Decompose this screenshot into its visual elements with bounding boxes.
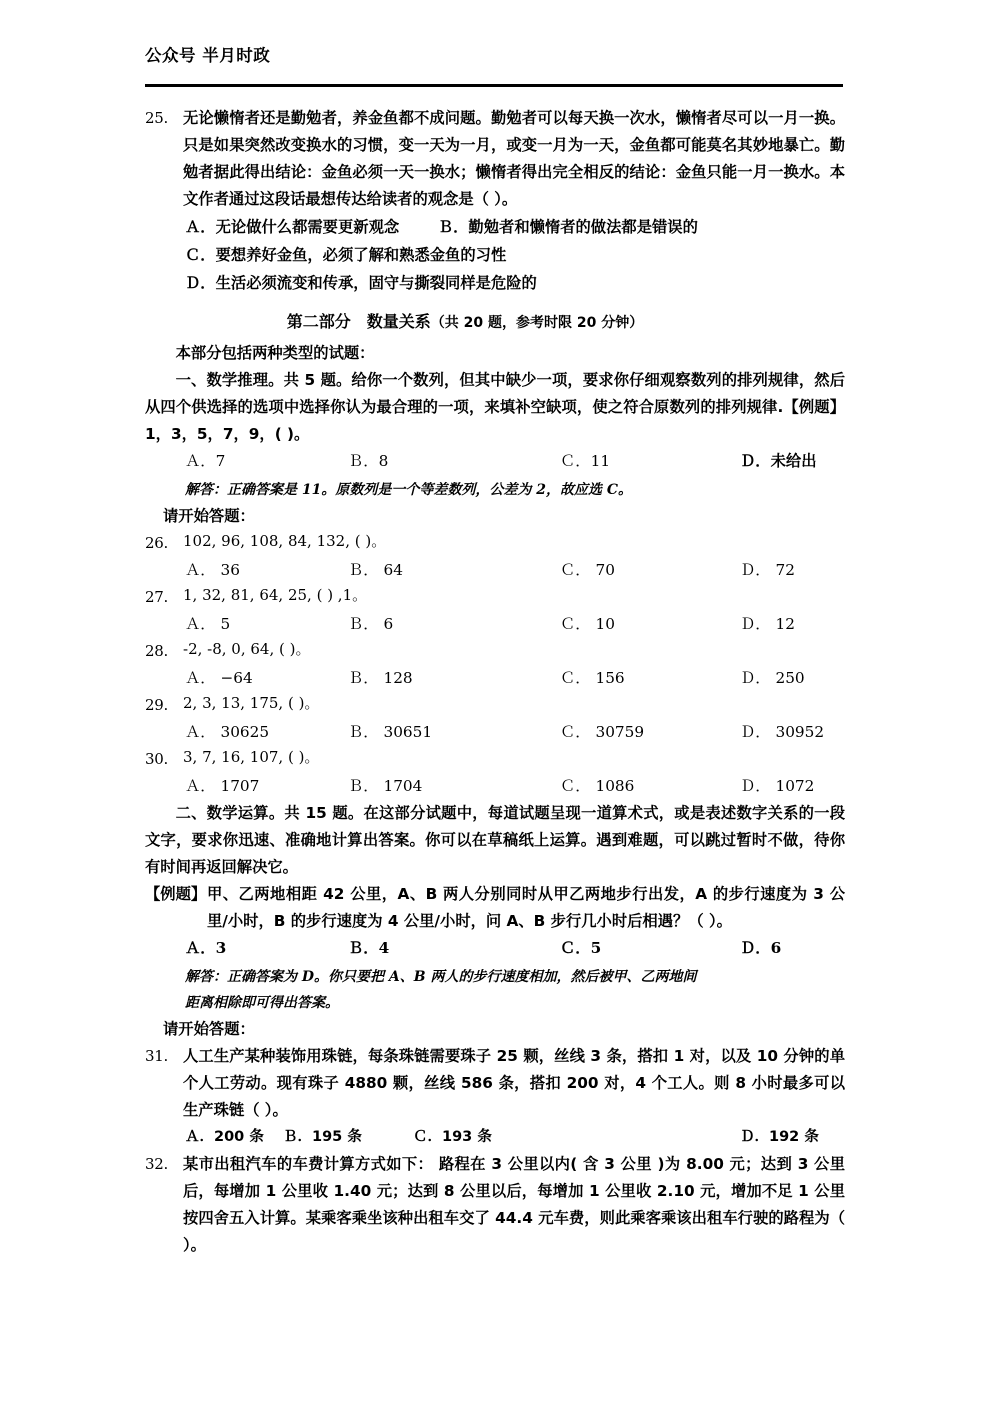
question-29-options [145,719,845,746]
question-26-option-b[interactable]: Ｂ． 64 [348,560,403,579]
page-header-title: 公众号 半月时政 [145,46,271,65]
question-25-number: 25. [145,108,168,127]
question-31-number: 31. [145,1046,168,1065]
part-title-note: （共 20 题，参考时限 20 分钟） [430,314,644,331]
example-2-answer-line-1: 解答：正确答案为 D。你只要把 A、B 两人的步行速度相加，然后被甲、乙两地间 [185,968,697,985]
question-26 [145,530,845,557]
example-1-answer: 解答：正确答案是 11。原数列是一个等差数列，公差为 2，故应选 C。 [185,481,632,498]
question-27-option-d[interactable]: Ｄ． 12 [740,614,795,633]
question-25-options-row-2 [145,241,845,269]
question-28-option-a[interactable]: Ａ． −64 [185,668,253,687]
example-2-answer-line-2: 距离相除即可得出答案。 [185,994,339,1011]
question-28 [145,638,845,665]
question-30-number: 30. [145,749,168,768]
question-26-number: 26. [145,533,168,552]
question-27-options [145,611,845,638]
example-1-option-c[interactable]: Ｃ．11 [560,451,611,470]
question-30-option-a[interactable]: Ａ． 1707 [185,776,260,795]
question-29-stem: 2, 3, 13, 175, ( )。 [183,693,320,712]
question-26-option-d[interactable]: Ｄ． 72 [740,560,795,579]
page-content [145,0,845,1259]
question-32-number: 32. [145,1154,168,1173]
question-28-options [145,665,845,692]
example-1-option-d[interactable]: Ｄ．未给出 [740,451,817,470]
question-29-number: 29. [145,695,168,714]
example-2-option-c[interactable]: Ｃ．5 [560,938,602,957]
example-1-option-b[interactable]: Ｂ．8 [348,451,389,470]
question-25-stem: 无论懒惰者还是勤勉者，养金鱼都不成问题。勤勉者可以每天换一次水，懒惰者尽可以一月一换。只是如果突然改变换水的习惯，变一天为一月，或变一月为一天，金鱼都可能莫名其妙地暴亡。勤勉者据此得出结论：金鱼必须一天一换水；懒惰者得出完全相反的结论：金鱼只能一月一换水。本文作者通过这段话最想传达给读者的观念是（ ）。 [183,108,845,208]
question-29-option-c[interactable]: Ｃ． 30759 [560,722,645,741]
question-30-options [145,773,845,800]
question-31-option-c[interactable]: Ｃ．193 条 [413,1128,492,1145]
example-2-option-b[interactable]: Ｂ．4 [348,938,390,957]
question-28-option-b[interactable]: Ｂ． 128 [348,668,413,687]
question-27-option-c[interactable]: Ｃ． 10 [560,614,615,633]
question-31-stem: 人工生产某种装饰用珠链，每条珠链需要珠子 25 颗，丝线 3 条，搭扣 1 对，以及 10 分钟的单个人工劳动。现有珠子 4880 颗，丝线 586 条，搭扣 200 对，4 个工人。则 8 小时最多可以生产珠链（ ）。 [183,1046,845,1119]
part-title-main: 第二部分 数量关系 [286,311,431,331]
question-28-option-d[interactable]: Ｄ． 250 [740,668,805,687]
question-26-options [145,557,845,584]
question-27-number: 27. [145,587,168,606]
example-1-option-a[interactable]: Ａ．7 [185,451,226,470]
question-31-options [145,1124,845,1151]
question-32-stem: 某市出租汽车的车费计算方式如下： 路程在 3 公里以内( 含 3 公里 )为 8.00 元；达到 3 公里后，每增加 1 公里收 1.40 元；达到 8 公里以后，每增加 1 公里收 2.10 元，增加不足 1 公里按四舍五入计算。某乘客乘坐该种出租车交了 44.4 元车费，则此乘客乘该出租车行驶的路程为（ ）。 [183,1154,845,1254]
question-30-option-d[interactable]: Ｄ． 1072 [740,776,815,795]
question-28-option-c[interactable]: Ｃ． 156 [560,668,625,687]
example-1-options [145,448,845,477]
question-30-option-c[interactable]: Ｃ． 1086 [560,776,635,795]
question-26-stem: 102, 96, 108, 84, 132, ( )。 [183,531,387,550]
question-30-stem: 3, 7, 16, 107, ( )。 [183,747,320,766]
question-27-option-b[interactable]: Ｂ． 6 [348,614,394,633]
question-29-option-d[interactable]: Ｄ． 30952 [740,722,825,741]
intro-lead: 本部分包括两种类型的试题： [175,343,375,362]
question-30-option-b[interactable]: Ｂ． 1704 [348,776,423,795]
example-2-option-d[interactable]: Ｄ．6 [740,938,782,957]
intro-section-2: 二、数学运算。共 15 题。在这部分试题中，每道试题呈现一道算术式，或是表述数字关系的一段文字，要求你迅速、准确地计算出答案。你可以在草稿纸上运算。遇到难题，可以跳过暂时不做，待你有时间再返回解决它。 [145,803,845,876]
begin-answering-1: 请开始答题： [163,506,255,525]
question-25-option-b[interactable]: Ｂ．勤勉者和懒惰者的做法都是错误的 [437,217,698,236]
question-26-option-a[interactable]: Ａ． 36 [185,560,240,579]
question-25-options-row-1 [145,213,845,241]
question-27-stem: 1, 32, 81, 64, 25, ( ) ,1。 [183,585,368,604]
question-25-options-row-3 [145,269,845,297]
question-25 [145,105,845,213]
intro-section-1: 一、数学推理。共 5 题。给你一个数列，但其中缺少一项，要求你仔细观察数列的排列规律，然后从四个供选择的选项中选择你认为最合理的一项，来填补空缺项，使之符合原数列的排列规律.【例题】1，3，5，7，9，( )。 [145,370,845,443]
question-28-stem: -2, -8, 0, 64, ( )。 [183,639,311,658]
question-25-option-c[interactable]: Ｃ．要想养好金鱼，必须了解和熟悉金鱼的习性 [185,245,507,264]
example-2 [145,881,845,935]
question-28-number: 28. [145,641,168,660]
example-2-label: 【例题】 [145,884,207,903]
question-25-option-d[interactable]: Ｄ．生活必须流变和传承，固守与撕裂同样是危险的 [185,273,537,292]
question-31-option-a[interactable]: Ａ．200 条 [185,1128,264,1145]
question-32 [145,1151,845,1259]
question-29 [145,692,845,719]
question-27 [145,584,845,611]
part-title [145,297,845,340]
example-2-options [145,935,845,964]
example-2-text: 甲、乙两地相距 42 公里，A、B 两人分别同时从甲乙两地步行出发，A 的步行速度为 3 公里/小时，B 的步行速度为 4 公里/小时，问 A、B 步行几小时后相遇？（ ）。 [207,884,845,930]
question-26-option-c[interactable]: Ｃ． 70 [560,560,615,579]
question-25-option-a[interactable]: Ａ．无论做什么都需要更新观念 [185,217,400,236]
example-2-option-a[interactable]: Ａ．3 [185,938,227,957]
question-27-option-a[interactable]: Ａ． 5 [185,614,231,633]
question-31 [145,1043,845,1124]
question-31-option-d[interactable]: Ｄ．192 条 [740,1128,819,1145]
question-29-option-a[interactable]: Ａ． 30625 [185,722,270,741]
question-list-sequences [145,530,845,800]
begin-answering-2: 请开始答题： [163,1019,255,1038]
question-30 [145,746,845,773]
question-31-option-b[interactable]: Ｂ．195 条 [283,1128,362,1145]
question-29-option-b[interactable]: Ｂ． 30651 [348,722,433,741]
